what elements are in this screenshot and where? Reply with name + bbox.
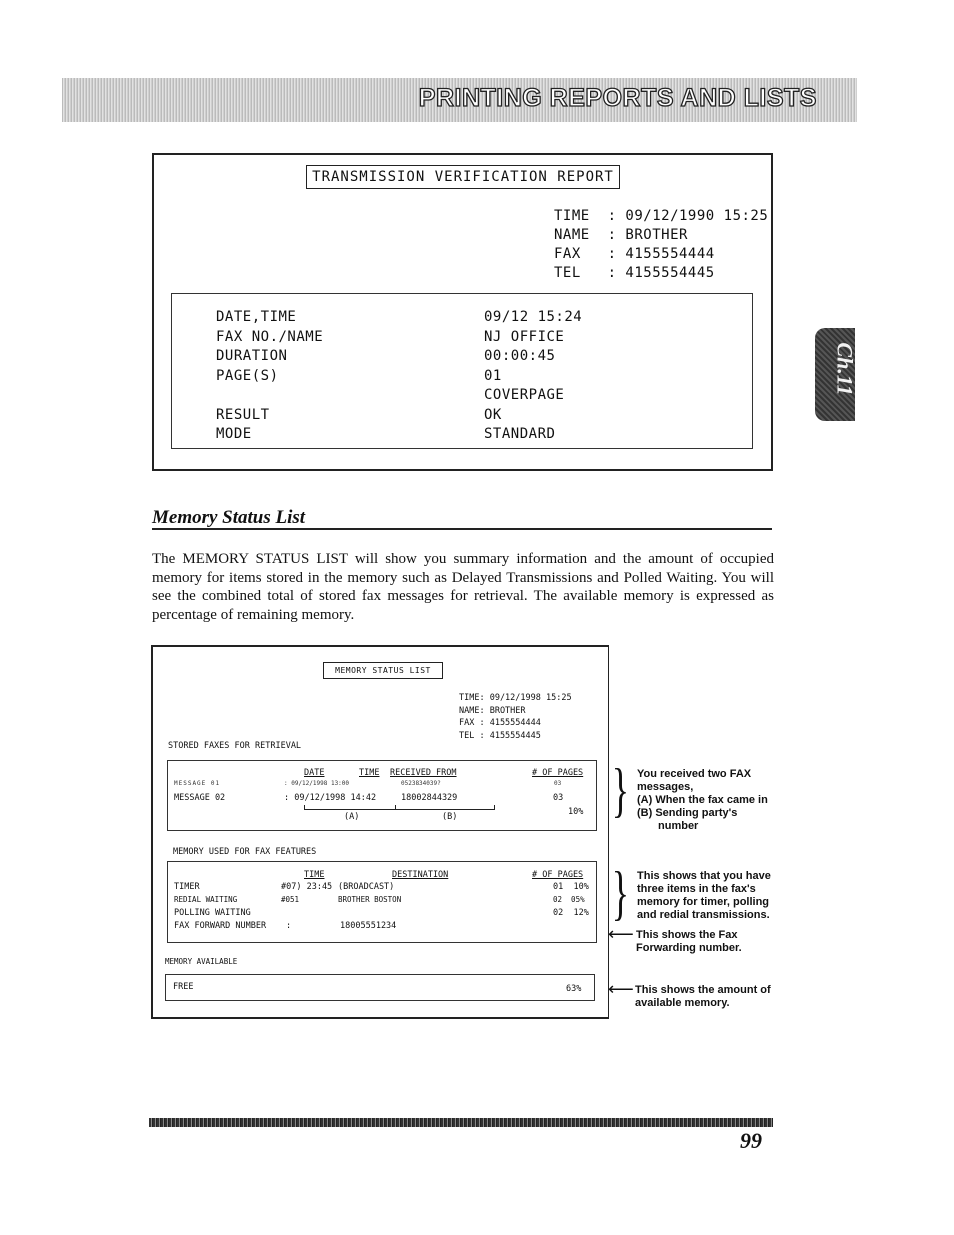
annotation-messages — [637, 768, 777, 833]
tx-label: DURATION — [216, 348, 288, 364]
feature-label: REDIAL WAITING — [174, 895, 238, 904]
message-datetime: : 09/12/1998 14:42 — [284, 793, 377, 803]
tx-label: PAGE(S) — [216, 367, 279, 384]
message-pages: 03 — [554, 780, 562, 787]
col-received-from: RECEIVED FROM — [390, 768, 457, 778]
free-memory-box — [165, 974, 595, 1001]
tx-value: OK — [484, 406, 502, 423]
feature-pages: 02 12% — [553, 908, 589, 918]
col-date: DATE — [304, 768, 325, 778]
stored-faxes-label: STORED FAXES FOR RETRIEVAL — [168, 741, 302, 751]
brace-icon: } — [611, 860, 630, 926]
memory-used-label: MEMORY USED FOR FAX FEATURES — [173, 847, 317, 857]
ms-list-title: MEMORY STATUS LIST — [323, 662, 443, 679]
message-pages: 03 — [553, 793, 564, 803]
ms-header-row: TIME: 09/12/1998 15:25 — [459, 693, 572, 703]
feature-time: #07) 23:45 — [281, 882, 333, 892]
tx-value: NJ OFFICE — [484, 328, 565, 345]
footer-band — [149, 1118, 773, 1127]
arrow-left-icon: ⟵ — [608, 924, 634, 944]
ms-header-row: TEL : 4155554445 — [459, 730, 541, 741]
annotation-text: number — [658, 820, 699, 832]
free-value: 63% — [566, 984, 582, 994]
feature-dest: BROTHER BOSTON — [338, 895, 402, 904]
col-time: TIME — [359, 768, 380, 778]
feature-dest: (BROADCAST) — [338, 882, 395, 892]
transmission-report — [152, 153, 773, 471]
tx-label — [216, 386, 323, 406]
tx-header-row: TIME : 09/12/1990 15:25 — [554, 208, 769, 224]
col-destination: DESTINATION — [392, 870, 449, 880]
retrieval-total: 10% — [568, 807, 584, 817]
message-datetime: : 09/12/1998 13:00 — [284, 780, 350, 787]
annotation-forward: This shows the Fax Forwarding number. — [636, 929, 742, 954]
tx-header-row: FAX : 4155554444 — [554, 246, 715, 262]
bracket-a — [304, 805, 396, 810]
tx-label: FAX NO./NAME — [216, 328, 324, 345]
tx-value: COVERPAGE — [484, 387, 565, 403]
message-label: MESSAGE 02 — [174, 793, 226, 803]
tx-report-title: TRANSMISSION VERIFICATION REPORT — [306, 165, 620, 189]
annotation-features: This shows that you have three items in the fax's memory for timer, polling and redial transmissions. — [637, 870, 771, 921]
header-band — [62, 78, 857, 122]
retrieval-table — [167, 760, 597, 831]
marker-a: (A) — [344, 812, 360, 822]
tx-label: MODE — [216, 426, 252, 442]
annotation-text: (B) Sending party's — [637, 807, 738, 819]
feature-time: #051 — [281, 895, 300, 904]
tx-header-row: NAME : BROTHER — [554, 227, 688, 243]
tx-label: DATE,TIME — [216, 309, 297, 325]
forward-sep: : — [286, 921, 292, 931]
bracket-b — [394, 805, 495, 810]
tx-value: 00:00:45 — [484, 348, 556, 364]
message-label: MESSAGE 01 — [174, 780, 221, 787]
tx-labels — [216, 308, 323, 445]
col-pages: # OF PAGES — [532, 870, 584, 880]
message-from: 0523834039? — [401, 780, 441, 787]
feature-pages: 02 05% — [553, 895, 585, 904]
memory-status-list — [151, 645, 609, 1019]
marker-b: (B) — [442, 812, 458, 822]
annotation-text: (A) When the fax came in — [637, 794, 768, 806]
tx-value: 09/12 15:24 — [484, 309, 583, 325]
brace-icon: } — [611, 757, 630, 823]
col-pages: # OF PAGES — [532, 768, 584, 778]
tx-label: RESULT — [216, 406, 270, 423]
features-table — [167, 861, 597, 943]
forward-number: 18005551234 — [340, 921, 397, 931]
page-title: PRINTING REPORTS AND LISTS — [418, 84, 817, 112]
annotation-available: This shows the amount of available memory. — [635, 984, 771, 1009]
section-paragraph: The MEMORY STATUS LIST will show you summary information and the amount of occupied memory for items stored in the memory such as Delayed Transmissions and Polled Waiting. You will see the combined total of stored fax messages for retrieval. The available memory is expressed as percentage of remaining memory. — [152, 551, 774, 623]
arrow-left-icon: ⟵ — [608, 979, 634, 999]
page-number: 99 — [740, 1128, 762, 1153]
col-time: TIME — [304, 870, 325, 880]
feature-label: TIMER — [174, 882, 200, 892]
tx-value: 01 — [484, 367, 502, 384]
feature-pages: 01 10% — [553, 882, 589, 892]
forward-label: FAX FORWARD NUMBER — [174, 921, 267, 931]
section-rule — [152, 528, 772, 530]
message-from: 18002844329 — [401, 793, 458, 803]
ms-header-row: NAME: BROTHER — [459, 705, 526, 716]
tx-header-row: TEL : 4155554445 — [554, 265, 715, 281]
feature-label: POLLING WAITING — [174, 908, 251, 918]
free-label: FREE — [173, 982, 194, 992]
chapter-tab — [815, 328, 858, 421]
tx-report-header — [554, 207, 768, 283]
annotation-text: You received two FAX messages, — [637, 768, 752, 793]
tx-value: STANDARD — [484, 426, 556, 442]
section-heading: Memory Status List — [152, 507, 306, 528]
tx-values — [484, 308, 582, 445]
ms-list-header — [459, 692, 572, 742]
chapter-tab-label: Ch.11 — [832, 342, 858, 396]
tx-report-details — [171, 293, 753, 449]
ms-header-row: FAX : 4155554444 — [459, 718, 541, 728]
memory-available-label: MEMORY AVAILABLE — [165, 957, 238, 966]
